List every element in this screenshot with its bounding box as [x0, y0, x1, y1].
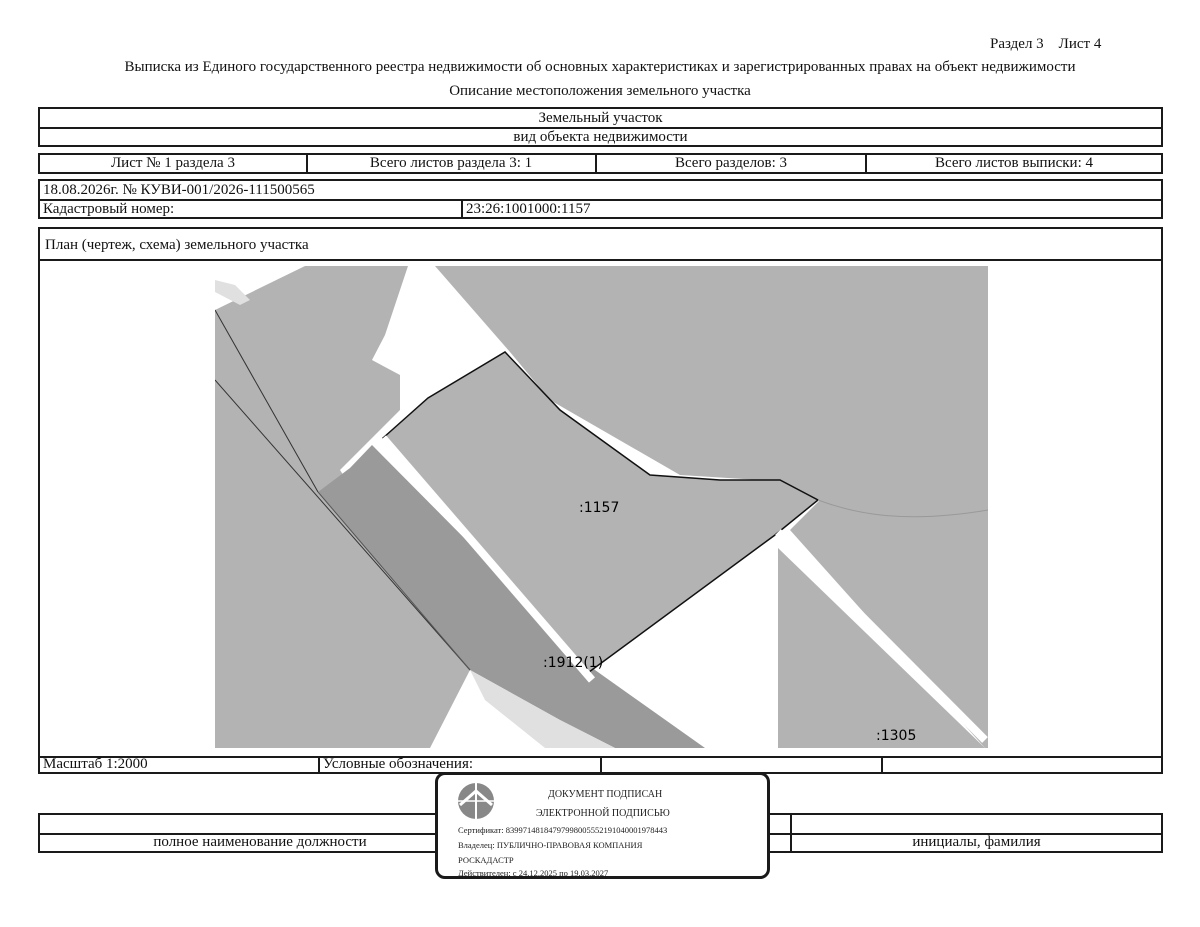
scale-label: Масштаб 1:2000: [43, 756, 148, 772]
parcel-label-1912: :1912(1): [543, 655, 604, 671]
document-title: Выписка из Единого государственного реестра недвижимости об основных характеристиках и зарегистрированных правах на объект недвижимости: [124, 59, 1076, 75]
parcel-light-strip: [215, 280, 250, 305]
position-label: полное наименование должности: [153, 834, 367, 850]
stamp-certificate: Сертификат: 8399714818479799800555219104000197844З: [458, 825, 668, 835]
plan-title: План (чертеж, схема) земельного участка: [45, 237, 309, 253]
rosreestr-logo-icon: [456, 781, 496, 821]
document-subtitle: Описание местоположения земельного участка: [449, 83, 751, 99]
parcel-label-1157: :1157: [579, 500, 620, 516]
stamp-line-2: ЭЛЕКТРОННОЙ ПОДПИСЬЮ: [536, 808, 670, 819]
sheet-number-cell: Лист № 1 раздела 3: [111, 155, 235, 171]
stamp-validity: Действителен: с 24.12.2025 по 19.03.2027: [458, 868, 609, 878]
stamp-line-1: ДОКУМЕНТ ПОДПИСАН: [548, 789, 663, 800]
e-signature-stamp: [435, 772, 770, 879]
extract-date-number: 18.08.2026г. № КУВИ-001/2026-111500565: [43, 181, 315, 198]
legend-label: Условные обозначения:: [323, 756, 474, 772]
cadastral-number-label: Кадастровый номер:: [43, 201, 175, 217]
name-label: инициалы, фамилия: [912, 834, 1041, 850]
section-sheet-label: Раздел 3 Лист 4: [990, 36, 1102, 52]
total-sections-cell: Всего разделов: 3: [674, 155, 788, 171]
stamp-owner: Владелец: ПУБЛИЧНО-ПРАВОВАЯ КОМПАНИЯ: [458, 840, 643, 850]
cadastral-number-value: 23:26:1001000:1157: [466, 201, 591, 217]
stamp-owner-name: РОСКАДАСТР: [458, 855, 514, 865]
parcel-label-1305: :1305: [876, 728, 917, 744]
total-extract-sheets-cell: Всего листов выписки: 4: [935, 155, 1093, 171]
total-section-sheets-cell: Всего листов раздела 3: 1: [369, 155, 533, 171]
object-type-label: вид объекта недвижимости: [513, 129, 688, 145]
object-type-value: Земельный участок: [538, 109, 663, 126]
